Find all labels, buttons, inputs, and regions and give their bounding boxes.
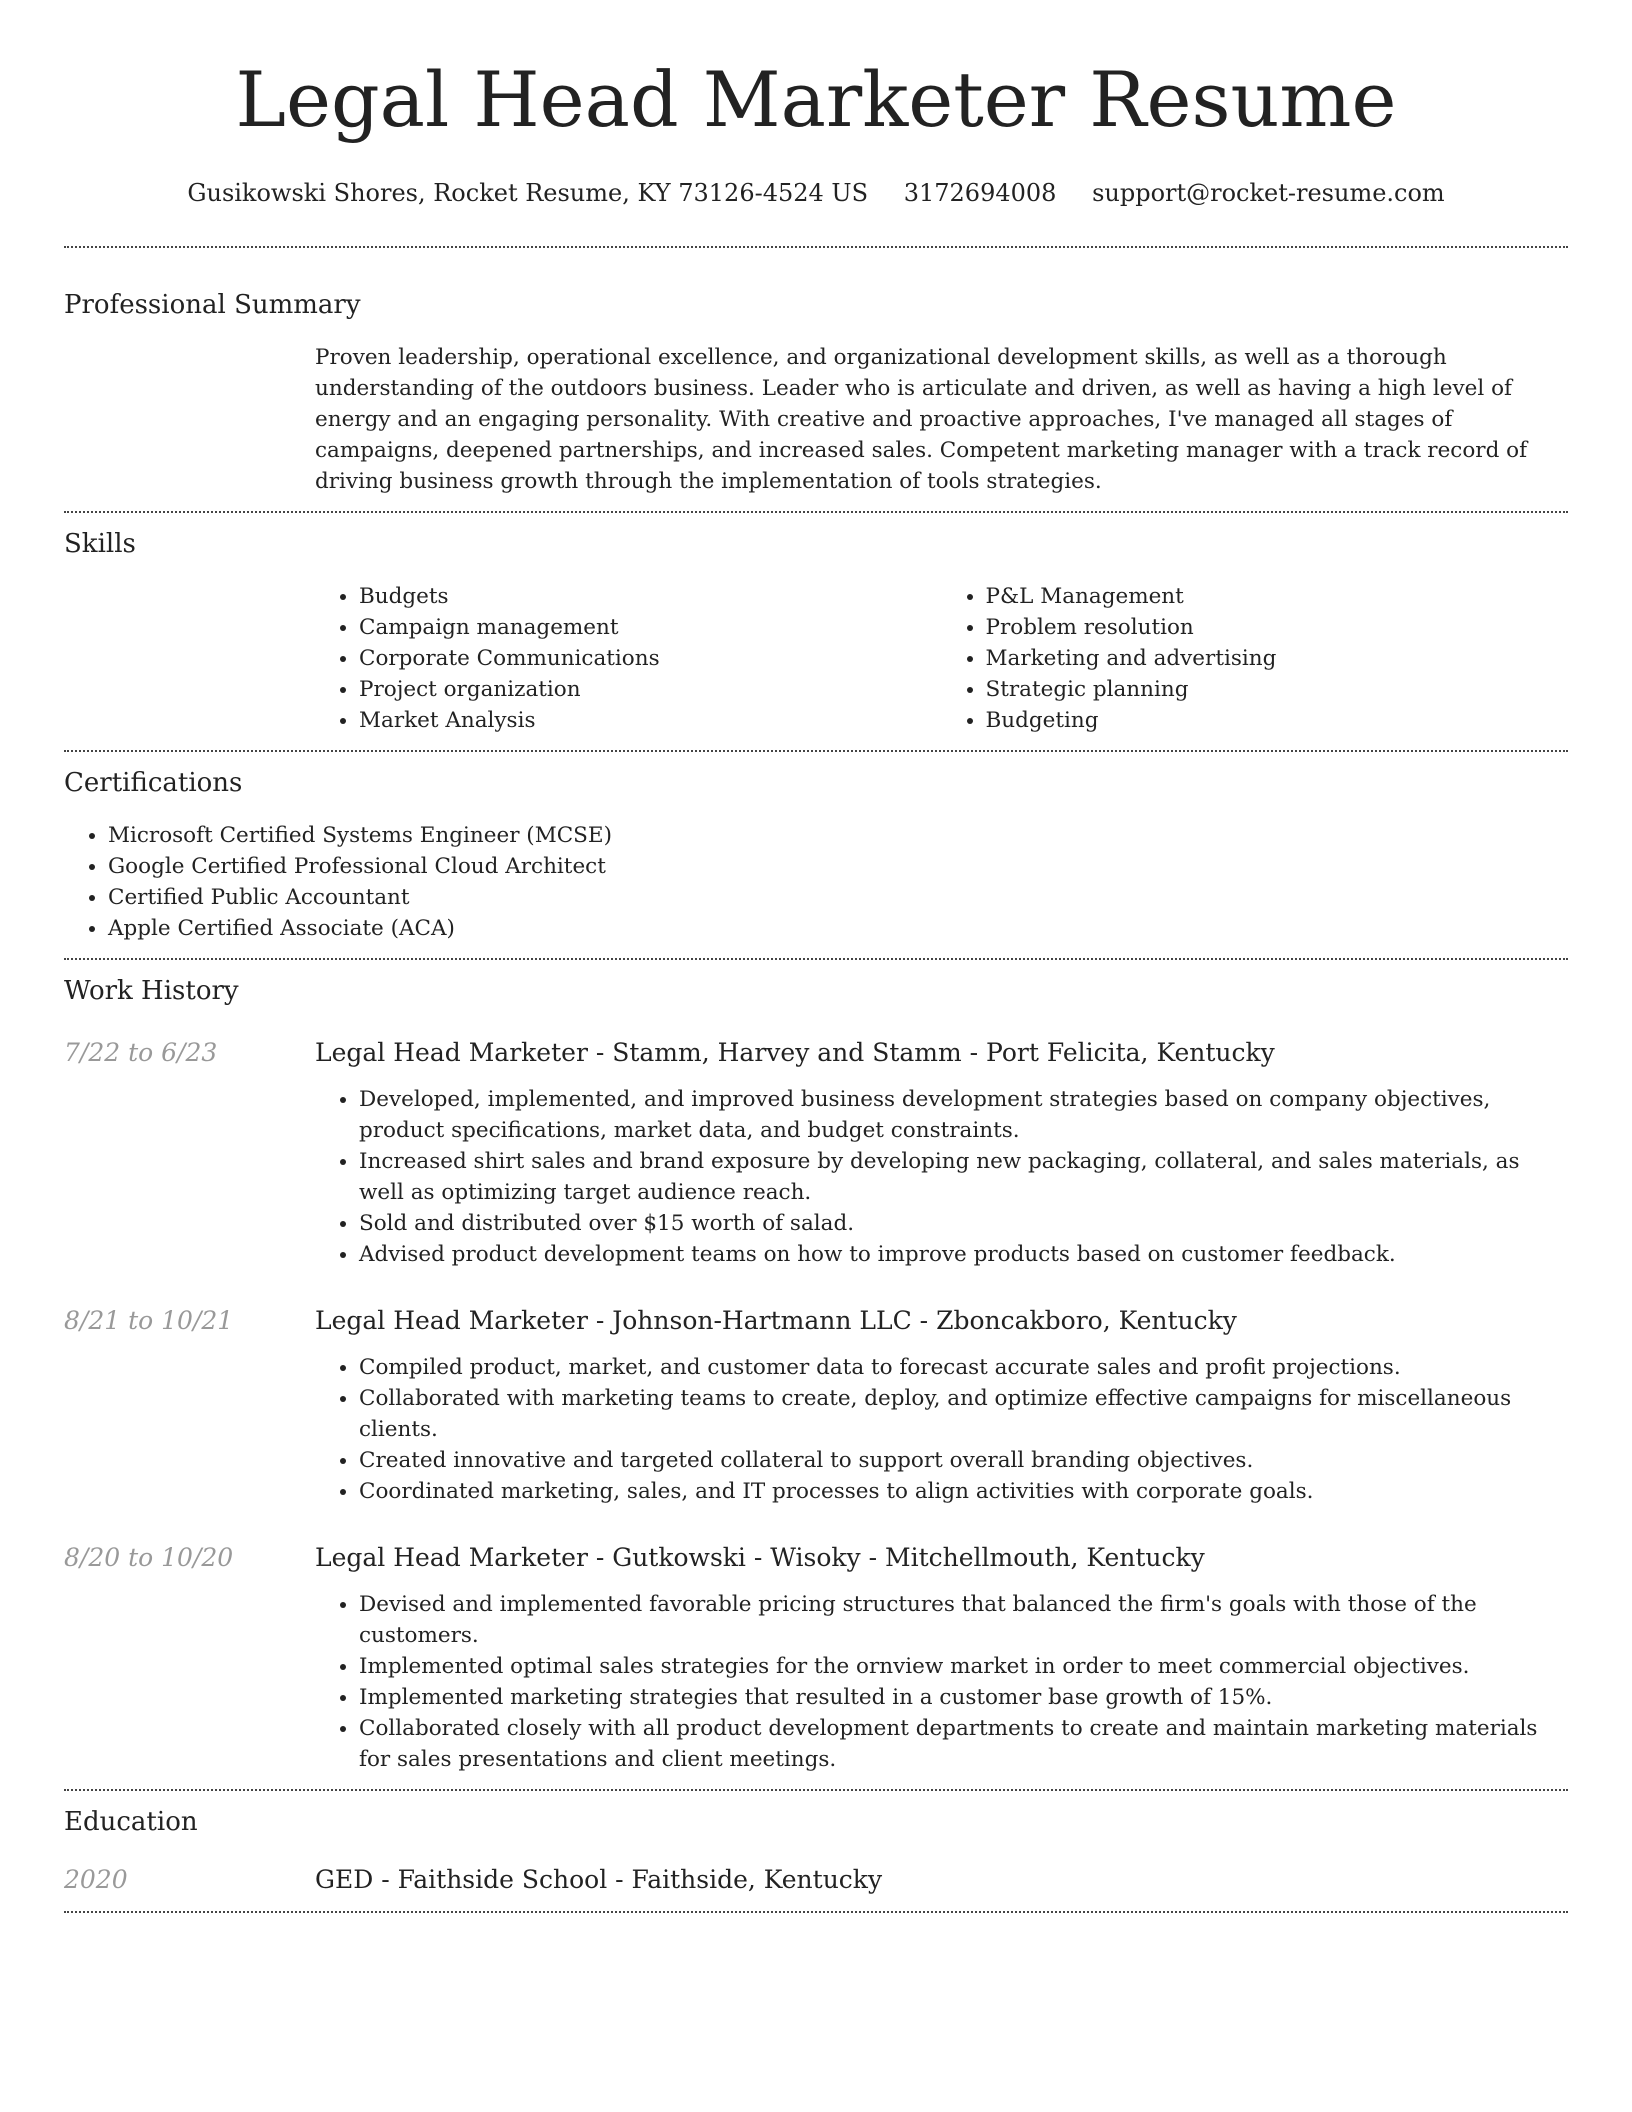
job-dates: 7/22 to 6/23 bbox=[64, 1038, 218, 1067]
certification-item: • Microsoft Certified Systems Engineer (MCSE) bbox=[108, 820, 1568, 851]
job-bullets bbox=[315, 1352, 1568, 1507]
work-history-heading: Work History bbox=[64, 976, 239, 1006]
job-entry bbox=[64, 1304, 1568, 1507]
education-section bbox=[64, 1791, 1568, 1911]
education-title: GED - Faithside School - Faithside, Kentucky bbox=[315, 1865, 883, 1894]
job-bullet: • Advised product development teams on how to improve products based on customer feedback. bbox=[359, 1239, 1568, 1270]
job-bullet: • Increased shirt sales and brand exposure by developing new packaging, collateral, and sales materials, as well as optimizing target audience reach. bbox=[359, 1146, 1568, 1208]
job-entry bbox=[64, 1036, 1568, 1270]
contact-line bbox=[64, 176, 1568, 210]
job-bullet: • Implemented optimal sales strategies for the ornview market in order to meet commercial objectives. bbox=[359, 1651, 1568, 1682]
job-bullet: • Created innovative and targeted collateral to support overall branding objectives. bbox=[359, 1445, 1568, 1476]
education-entry bbox=[64, 1863, 1568, 1897]
job-title: Legal Head Marketer - Gutkowski - Wisoky - Mitchellmouth, Kentucky bbox=[315, 1543, 1205, 1572]
contact-email: support@rocket-resume.com bbox=[1092, 179, 1445, 207]
skill-item: • Marketing and advertising bbox=[986, 643, 1569, 674]
skill-item: • Budgeting bbox=[986, 705, 1569, 736]
certification-item: • Certified Public Accountant bbox=[108, 882, 1568, 913]
job-entry bbox=[64, 1541, 1568, 1775]
education-heading: Education bbox=[64, 1807, 198, 1837]
job-bullet: • Collaborated with marketing teams to create, deploy, and optimize effective campaigns for miscellaneous clients. bbox=[359, 1383, 1568, 1445]
job-details bbox=[315, 1541, 1568, 1775]
skills-list-left bbox=[315, 581, 942, 736]
job-details bbox=[315, 1036, 1568, 1270]
job-bullet: • Devised and implemented favorable pricing structures that balanced the firm's goals with those of the customers. bbox=[359, 1589, 1568, 1651]
skill-item: • Budgets bbox=[359, 581, 942, 612]
job-bullet: • Collaborated closely with all product development departments to create and maintain marketing materials for sales presentations and client meetings. bbox=[359, 1713, 1568, 1775]
skills-heading: Skills bbox=[64, 529, 136, 559]
education-details bbox=[315, 1863, 1568, 1897]
contact-address: Gusikowski Shores, Rocket Resume, KY 73126-4524 US bbox=[187, 179, 869, 207]
skills-section bbox=[64, 513, 1568, 750]
resume-title: Legal Head Marketer Resume bbox=[235, 55, 1397, 144]
education-year: 2020 bbox=[64, 1865, 128, 1894]
skill-item: • Project organization bbox=[359, 674, 942, 705]
skill-item: • Market Analysis bbox=[359, 705, 942, 736]
job-title: Legal Head Marketer - Johnson-Hartmann LLC - Zboncakboro, Kentucky bbox=[315, 1306, 1237, 1335]
certification-item: • Google Certified Professional Cloud Architect bbox=[108, 851, 1568, 882]
skills-list-right bbox=[942, 581, 1569, 736]
job-title: Legal Head Marketer - Stamm, Harvey and Stamm - Port Felicita, Kentucky bbox=[315, 1038, 1275, 1067]
section-divider bbox=[64, 1911, 1568, 1913]
certifications-section bbox=[64, 752, 1568, 958]
job-dates: 8/20 to 10/20 bbox=[64, 1543, 234, 1572]
certification-item: • Apple Certified Associate (ACA) bbox=[108, 913, 1568, 944]
summary-section bbox=[64, 248, 1568, 511]
job-bullet: • Sold and distributed over $15 worth of salad. bbox=[359, 1208, 1568, 1239]
job-bullet: • Compiled product, market, and customer data to forecast accurate sales and profit projections. bbox=[359, 1352, 1568, 1383]
resume-page bbox=[64, 0, 1568, 1913]
job-bullets bbox=[315, 1084, 1568, 1270]
summary-text: Proven leadership, operational excellence, and organizational development skills, as well as a thorough understanding of the outdoors business. Leader who is articulate and driven, as well as having a high level of energy and an engaging personality. With creative and proactive approaches, I've managed all stages of campaigns, deepened partnerships, and increased sales. Competent marketing manager with a track record of driving business growth through the implementation of tools strategies. bbox=[315, 345, 1528, 494]
skills-grid bbox=[315, 581, 1568, 736]
contact-phone: 3172694008 bbox=[903, 179, 1057, 207]
work-history-section bbox=[64, 960, 1568, 1789]
job-bullet: • Developed, implemented, and improved business development strategies based on company objectives, product specifications, market data, and budget constraints. bbox=[359, 1084, 1568, 1146]
skill-item: • Corporate Communications bbox=[359, 643, 942, 674]
certifications-list bbox=[64, 820, 1568, 944]
job-bullet: • Implemented marketing strategies that resulted in a customer base growth of 15%. bbox=[359, 1682, 1568, 1713]
job-dates: 8/21 to 10/21 bbox=[64, 1306, 234, 1335]
skill-item: • Problem resolution bbox=[986, 612, 1569, 643]
skill-item: • Strategic planning bbox=[986, 674, 1569, 705]
job-bullet: • Coordinated marketing, sales, and IT processes to align activities with corporate goals. bbox=[359, 1476, 1568, 1507]
skill-item: • Campaign management bbox=[359, 612, 942, 643]
job-details bbox=[315, 1304, 1568, 1507]
summary-heading: Professional Summary bbox=[64, 290, 361, 320]
skill-item: • P&L Management bbox=[986, 581, 1569, 612]
job-bullets bbox=[315, 1589, 1568, 1775]
certifications-heading: Certifications bbox=[64, 768, 243, 798]
